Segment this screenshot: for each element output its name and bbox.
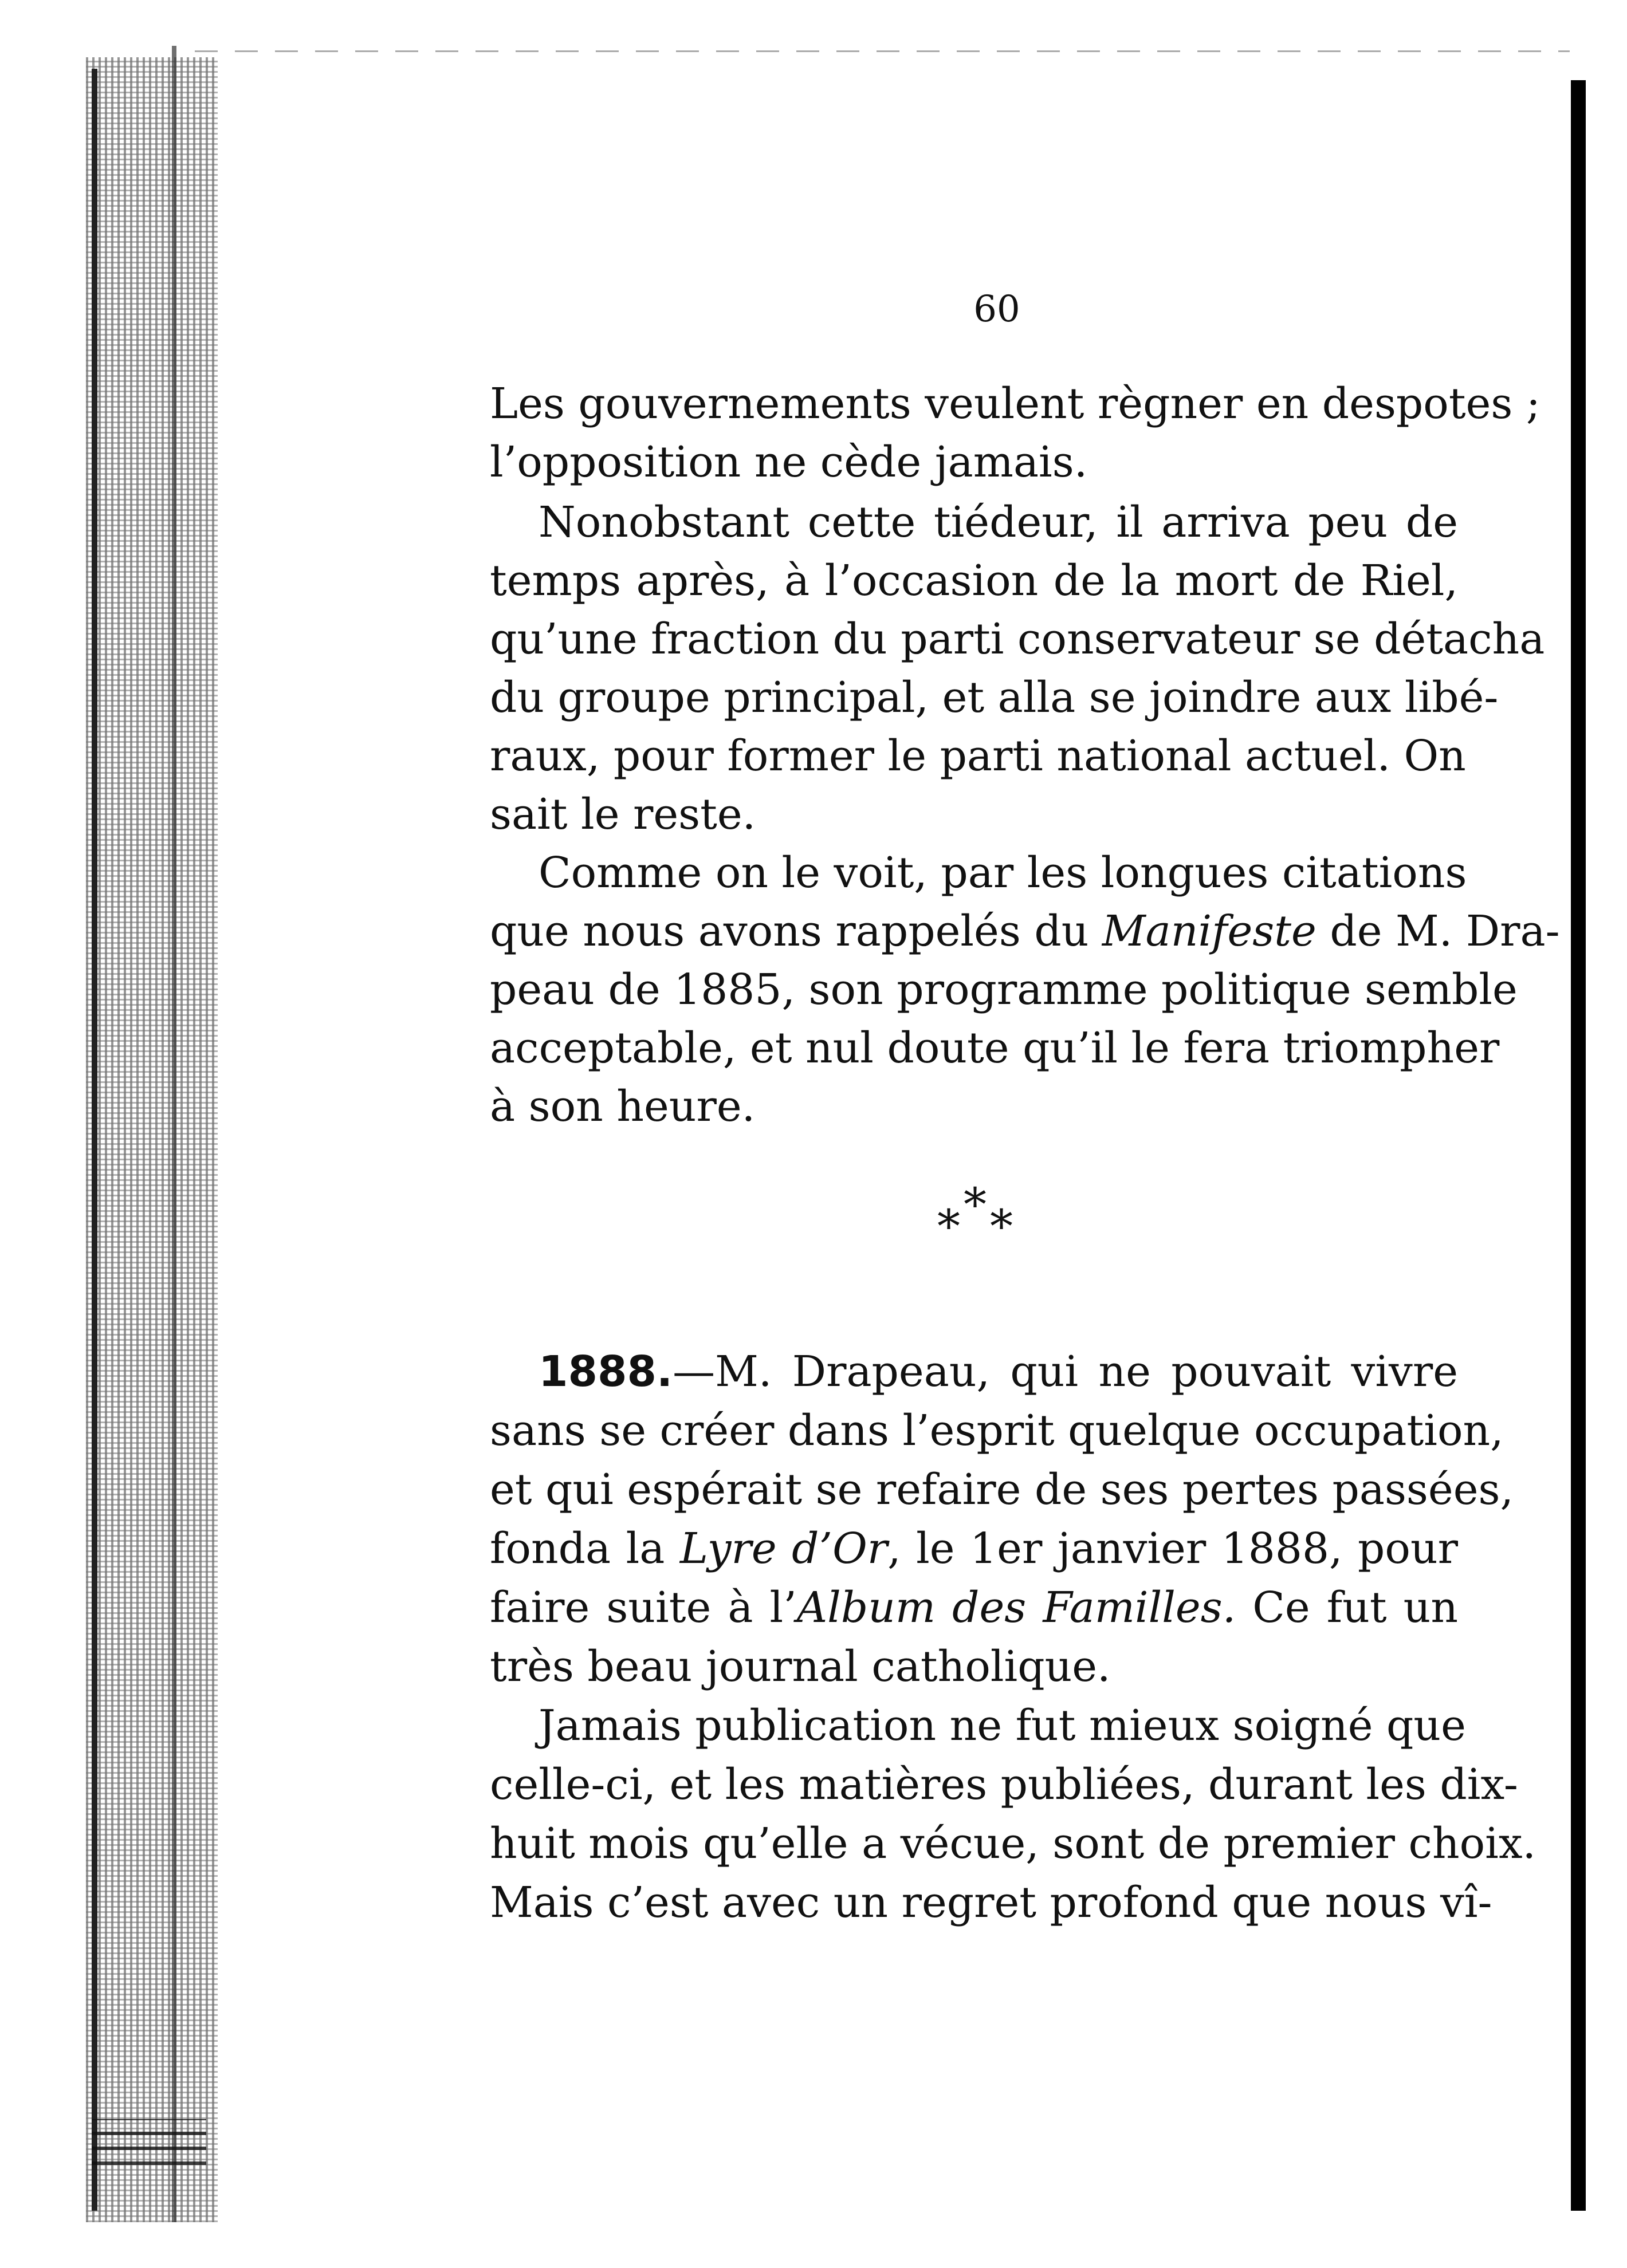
text-run: —M. Drapeau, qui ne pouvait vivre	[673, 1347, 1458, 1396]
text-line: huit mois qu’elle a vécue, sont de premier choix.	[490, 1819, 1536, 1868]
text-line: et qui espérait se refaire de ses pertes passées,	[490, 1465, 1514, 1514]
text-line	[539, 1343, 1458, 1400]
text-line: du groupe principal, et alla se joindre aux libé-	[490, 673, 1499, 722]
asterisk: *	[937, 1200, 960, 1253]
text-run: fonda la	[490, 1524, 680, 1573]
text-run: Ce fut un	[1236, 1583, 1458, 1632]
text-run: que nous avons rappelés du	[490, 907, 1102, 956]
text-line: sait le reste.	[490, 790, 756, 839]
section-break-asterism	[928, 1180, 1031, 1260]
text-line: à son heure.	[490, 1082, 756, 1131]
text-line: temps après, à l’occasion de la mort de Riel,	[490, 556, 1458, 605]
text-line: Les gouvernements veulent règner en despotes ;	[490, 379, 1540, 428]
text-line: peau de 1885, son programme politique semble	[490, 965, 1518, 1014]
year-heading: 1888.	[539, 1347, 673, 1396]
text-line: l’opposition ne cède jamais.	[490, 438, 1088, 487]
text-line: celle-ci, et les matières publiées, durant les dix-	[490, 1760, 1518, 1809]
text-line: Nonobstant cette tiédeur, il arriva peu de	[539, 498, 1458, 547]
text-line: Jamais publication ne fut mieux soigné que	[539, 1701, 1466, 1750]
text-line: sans se créer dans l’esprit quelque occupation,	[490, 1406, 1504, 1455]
text-line	[490, 1579, 1458, 1636]
text-run: faire suite à l’	[490, 1583, 797, 1632]
text-run: , le 1er janvier 1888, pour	[887, 1524, 1458, 1573]
text-line: qu’une fraction du parti conservateur se détacha	[490, 615, 1545, 664]
page-number: 60	[973, 288, 1020, 330]
text-line: Comme on le voit, par les longues citations	[539, 848, 1467, 897]
asterisk: *	[990, 1200, 1013, 1253]
text-line: raux, pour former le parti national actuel. On	[490, 731, 1466, 781]
text-line	[490, 1520, 1458, 1577]
text-line: acceptable, et nul doute qu’il le fera triompher	[490, 1023, 1500, 1073]
text-run: de M. Dra-	[1316, 907, 1560, 956]
italic-title: Lyre d’Or	[679, 1524, 888, 1573]
italic-title: Album des Familles.	[796, 1583, 1236, 1632]
italic-title: Manifeste	[1102, 907, 1316, 956]
text-line	[490, 903, 1560, 960]
asterisk: *	[964, 1178, 987, 1231]
text-line: très beau journal catholique.	[490, 1642, 1111, 1691]
text-line: Mais c’est avec un regret profond que nous vî-	[490, 1878, 1492, 1927]
